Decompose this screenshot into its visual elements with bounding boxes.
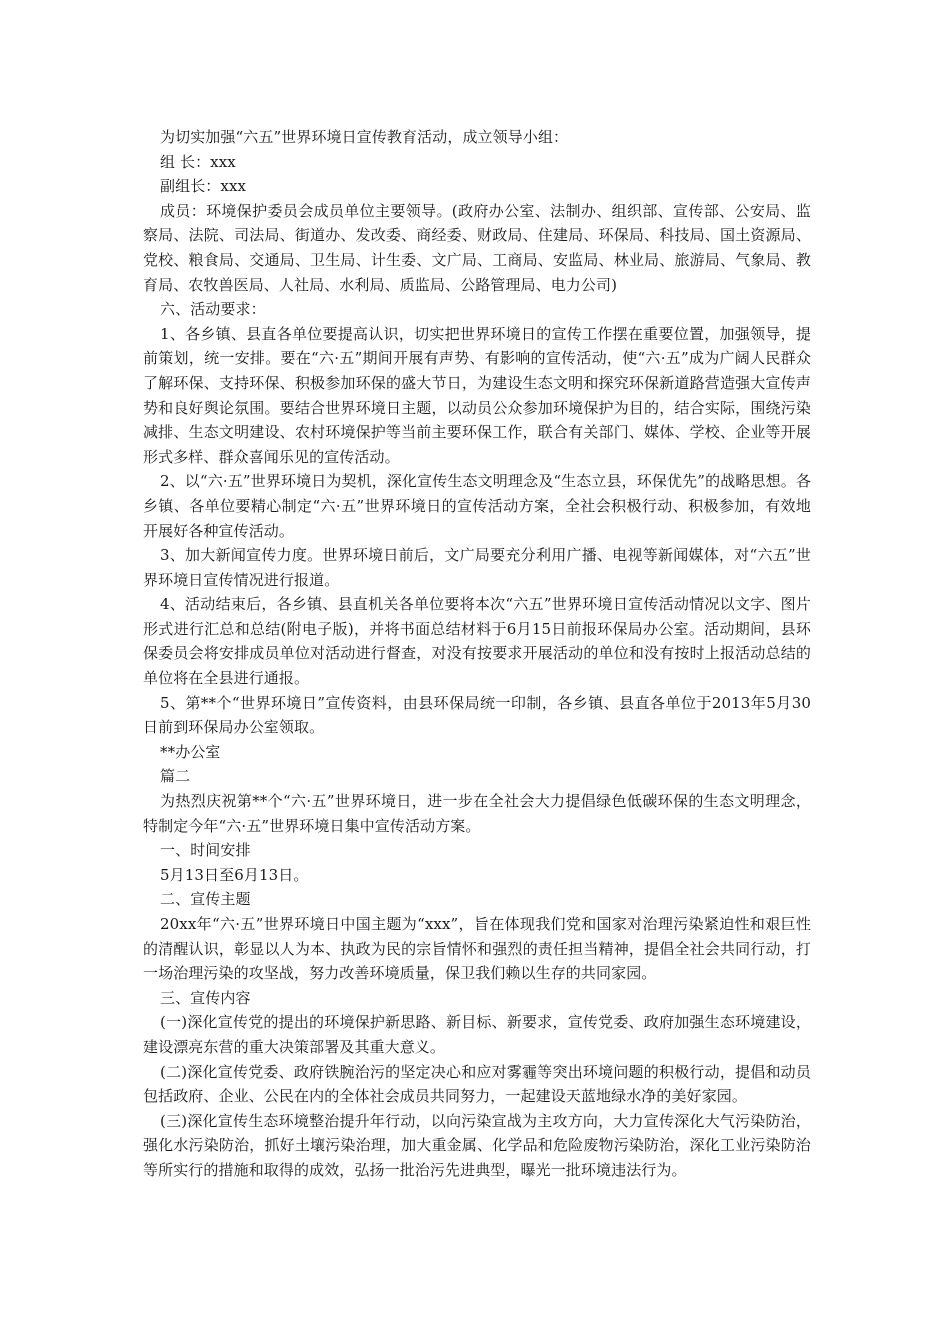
- paragraph-requirement-1: 1、各乡镇、县直各单位要提高认识，切实把世界环境日的宣传工作摆在重要位置，加强领导，提前策划，统一安排。要在“六·五”期间开展有声势、有影响的宣传活动，使“六·五”成为广阔人民群众了解环保、支持环保、积极参加环保的盛大节日，为建设生态文明和探究环保新道路营造强大宣传声势和良好舆论氛围。要结合世界环境日主题，以动员公众参加环境保护为目的，结合实际，围绕污染减排、生态文明建设、农村环境保护等当前主要环保工作，联合有关部门、媒体、学校、企业等开展形式多样、群众喜闻乐见的宣传活动。: [143, 324, 811, 466]
- heading-theme: 二、宣传主题: [160, 890, 251, 909]
- heading-activity-requirements: 六、活动要求：: [160, 300, 266, 319]
- paragraph-schedule-dates: 5月13日至6月13日。: [160, 865, 309, 884]
- paragraph-requirement-2: 2、以“六·五”世界环境日为契机，深化宣传生态文明理念及“生态立县，环保优先”的战略思想。各乡镇、各单位要精心制定“六·五”世界环境日的宣传活动方案，全社会积极行动、积极参加，有效地开展好各种宣传活动。: [143, 472, 811, 540]
- paragraph-requirement-3: 3、加大新闻宣传力度。世界环境日前后，文广局要充分利用广播、电视等新闻媒体，对“六五”世界环境日宣传情况进行报道。: [143, 546, 811, 589]
- paragraph-leading-group-intro: 为切实加强“六五”世界环境日宣传教育活动，成立领导小组：: [160, 128, 569, 146]
- heading-schedule: 一、时间安排: [160, 841, 251, 860]
- paragraph-part-two-intro: 为热烈庆祝第**个“六·五”世界环境日，进一步在全社会大力提倡绿色低碳环保的生态文明理念，特制定今年“六·五”世界环境日集中宣传活动方案。: [143, 792, 811, 835]
- paragraph-requirement-4: 4、活动结束后，各乡镇、县直机关各单位要将本次“六五”世界环境日宣传活动情况以文字、图片形式进行汇总和总结(附电子版)，并将书面总结材料于6月15日前报环保局办公室。活动期间，县环保委员会将安排成员单位对活动进行督查，对没有按要求开展活动的单位和没有按时上报活动总结的单位将在全县进行通报。: [143, 595, 811, 688]
- document-body: [143, 125, 811, 1183]
- paragraph-theme: 20xx年“六·五”世界环境日中国主题为“xxx”，旨在体现我们党和国家对治理污染紧迫性和艰巨性的清醒认识，彰显以人为本、执政为民的宗旨情怀和强烈的责任担当精神，提倡全社会共同行动，打一场治理污染的攻坚战，努力改善环境质量，保卫我们赖以生存的共同家园。: [143, 915, 811, 983]
- paragraph-requirement-5: 5、第**个“世界环境日”宣传资料，由县环保局统一印制，各乡镇、县直各单位于2013年5月30日前到环保局办公室领取。: [143, 693, 811, 737]
- paragraph-content-1: (一)深化宣传党的提出的环境保护新思路、新目标、新要求，宣传党委、政府加强生态环境建设，建设漂亮东营的重大决策部署及其重大意义。: [143, 1013, 811, 1056]
- paragraph-office-signature: **办公室: [160, 742, 221, 761]
- paragraph-members: 成员：环境保护委员会成员单位主要领导。(政府办公室、法制办、组织部、宣传部、公安局、监察局、法院、司法局、街道办、发改委、商经委、财政局、住建局、环保局、科技局、国土资源局、党校、粮食局、交通局、卫生局、计生委、文广局、工商局、安监局、林业局、旅游局、气象局、教育局、农牧兽医局、人社局、水利局、质监局、公路管理局、电力公司): [143, 201, 811, 294]
- heading-content: 三、宣传内容: [160, 988, 251, 1007]
- paragraph-deputy-leader: 副组长：xxx: [160, 177, 247, 196]
- paragraph-content-2: (二)深化宣传党委、政府铁腕治污的坚定决心和应对雾霾等突出环境问题的积极行动，提倡和动员包括政府、企业、公民在内的全体社会成员共同努力，一起建设天蓝地绿水净的美好家园。: [143, 1062, 811, 1106]
- heading-part-two: 篇二: [160, 767, 191, 786]
- paragraph-content-3: (三)深化宣传生态环境整治提升年行动，以向污染宣战为主攻方向，大力宣传深化大气污染防治，强化水污染防治，抓好土壤污染治理，加大重金属、化学品和危险废物污染防治，深化工业污染防治等所实行的措施和取得的成效，弘扬一批治污先进典型，曝光一批环境违法行为。: [143, 1111, 811, 1179]
- paragraph-group-leader: 组 长：xxx: [160, 152, 236, 171]
